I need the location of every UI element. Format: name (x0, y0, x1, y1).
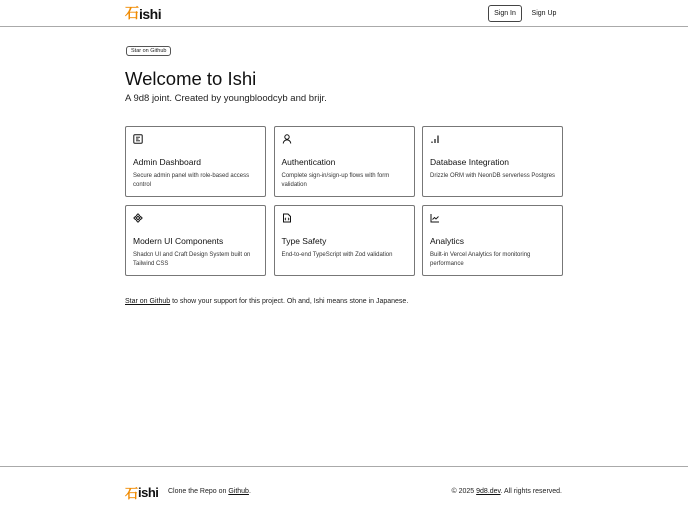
feature-title: Analytics (430, 235, 465, 246)
bar-chart-icon (430, 134, 440, 144)
feature-card-authentication (274, 126, 415, 197)
feature-description: Secure admin panel with role-based access control (133, 173, 250, 188)
line-chart-icon (430, 213, 440, 223)
feature-card-database (422, 126, 563, 197)
site-header (0, 0, 688, 27)
clone-end: . (248, 488, 251, 495)
feature-title: Authentication (281, 157, 336, 167)
github-link[interactable]: Github (228, 488, 249, 495)
logo[interactable] (125, 6, 161, 22)
logo-word: ishi (139, 6, 162, 22)
user-icon (282, 134, 292, 144)
promo-message: to show your support for this project. Oh and, Ishi means stone in Japanese. (170, 298, 409, 305)
footer-logo-word: ishi (138, 484, 159, 500)
feature-description: End-to-end TypeScript with Zod validation (281, 251, 393, 258)
footer-logo[interactable] (125, 484, 159, 502)
clone-label: Clone the Repo on (168, 488, 229, 495)
feature-card-analytics (422, 205, 563, 276)
feature-card-ui-components (125, 205, 266, 276)
feature-description: Drizzle ORM with NeonDB serverless Postgres (430, 173, 556, 179)
logo-kanji: 石 (125, 6, 139, 22)
feature-card-type-safety (274, 205, 415, 276)
feature-title: Modern UI Components (133, 235, 224, 246)
star-on-github-link[interactable]: Star on Github (125, 298, 171, 305)
copyright (452, 487, 562, 497)
page-subtitle: A 9d8 joint. Created by youngbloodcyb and brijr. (125, 93, 327, 104)
star-on-github-badge[interactable]: Star on Github (126, 46, 171, 56)
footer-logo-kanji: 石 (125, 486, 139, 502)
feature-card-admin-dashboard (125, 126, 266, 197)
sign-up-button[interactable]: Sign Up (531, 10, 557, 17)
site-footer (0, 466, 688, 512)
file-code-icon (282, 213, 292, 223)
feature-description: Complete sign-in/sign-up flows with form validation (281, 173, 390, 188)
copyright-prefix: © 2025 (451, 488, 477, 495)
9d8-dev-link[interactable]: 9d8.dev (476, 488, 501, 495)
feature-title: Database Integration (430, 157, 509, 167)
dashboard-icon (133, 134, 143, 144)
feature-grid (125, 126, 563, 276)
feature-title: Admin Dashboard (133, 157, 202, 167)
copyright-suffix: . All rights reserved. (500, 488, 562, 495)
clone-repo-text (168, 487, 251, 497)
page-title: Welcome to Ishi (125, 68, 257, 89)
feature-title: Type Safety (281, 235, 327, 246)
feature-description: Built-in Vercel Analytics for monitoring performance (430, 251, 531, 267)
sign-in-button[interactable]: Sign In (488, 5, 522, 22)
feature-description: Shadcn UI and Craft Design System built on Tailwind CSS (133, 251, 251, 267)
components-icon (133, 213, 143, 223)
promo-text (125, 297, 408, 307)
